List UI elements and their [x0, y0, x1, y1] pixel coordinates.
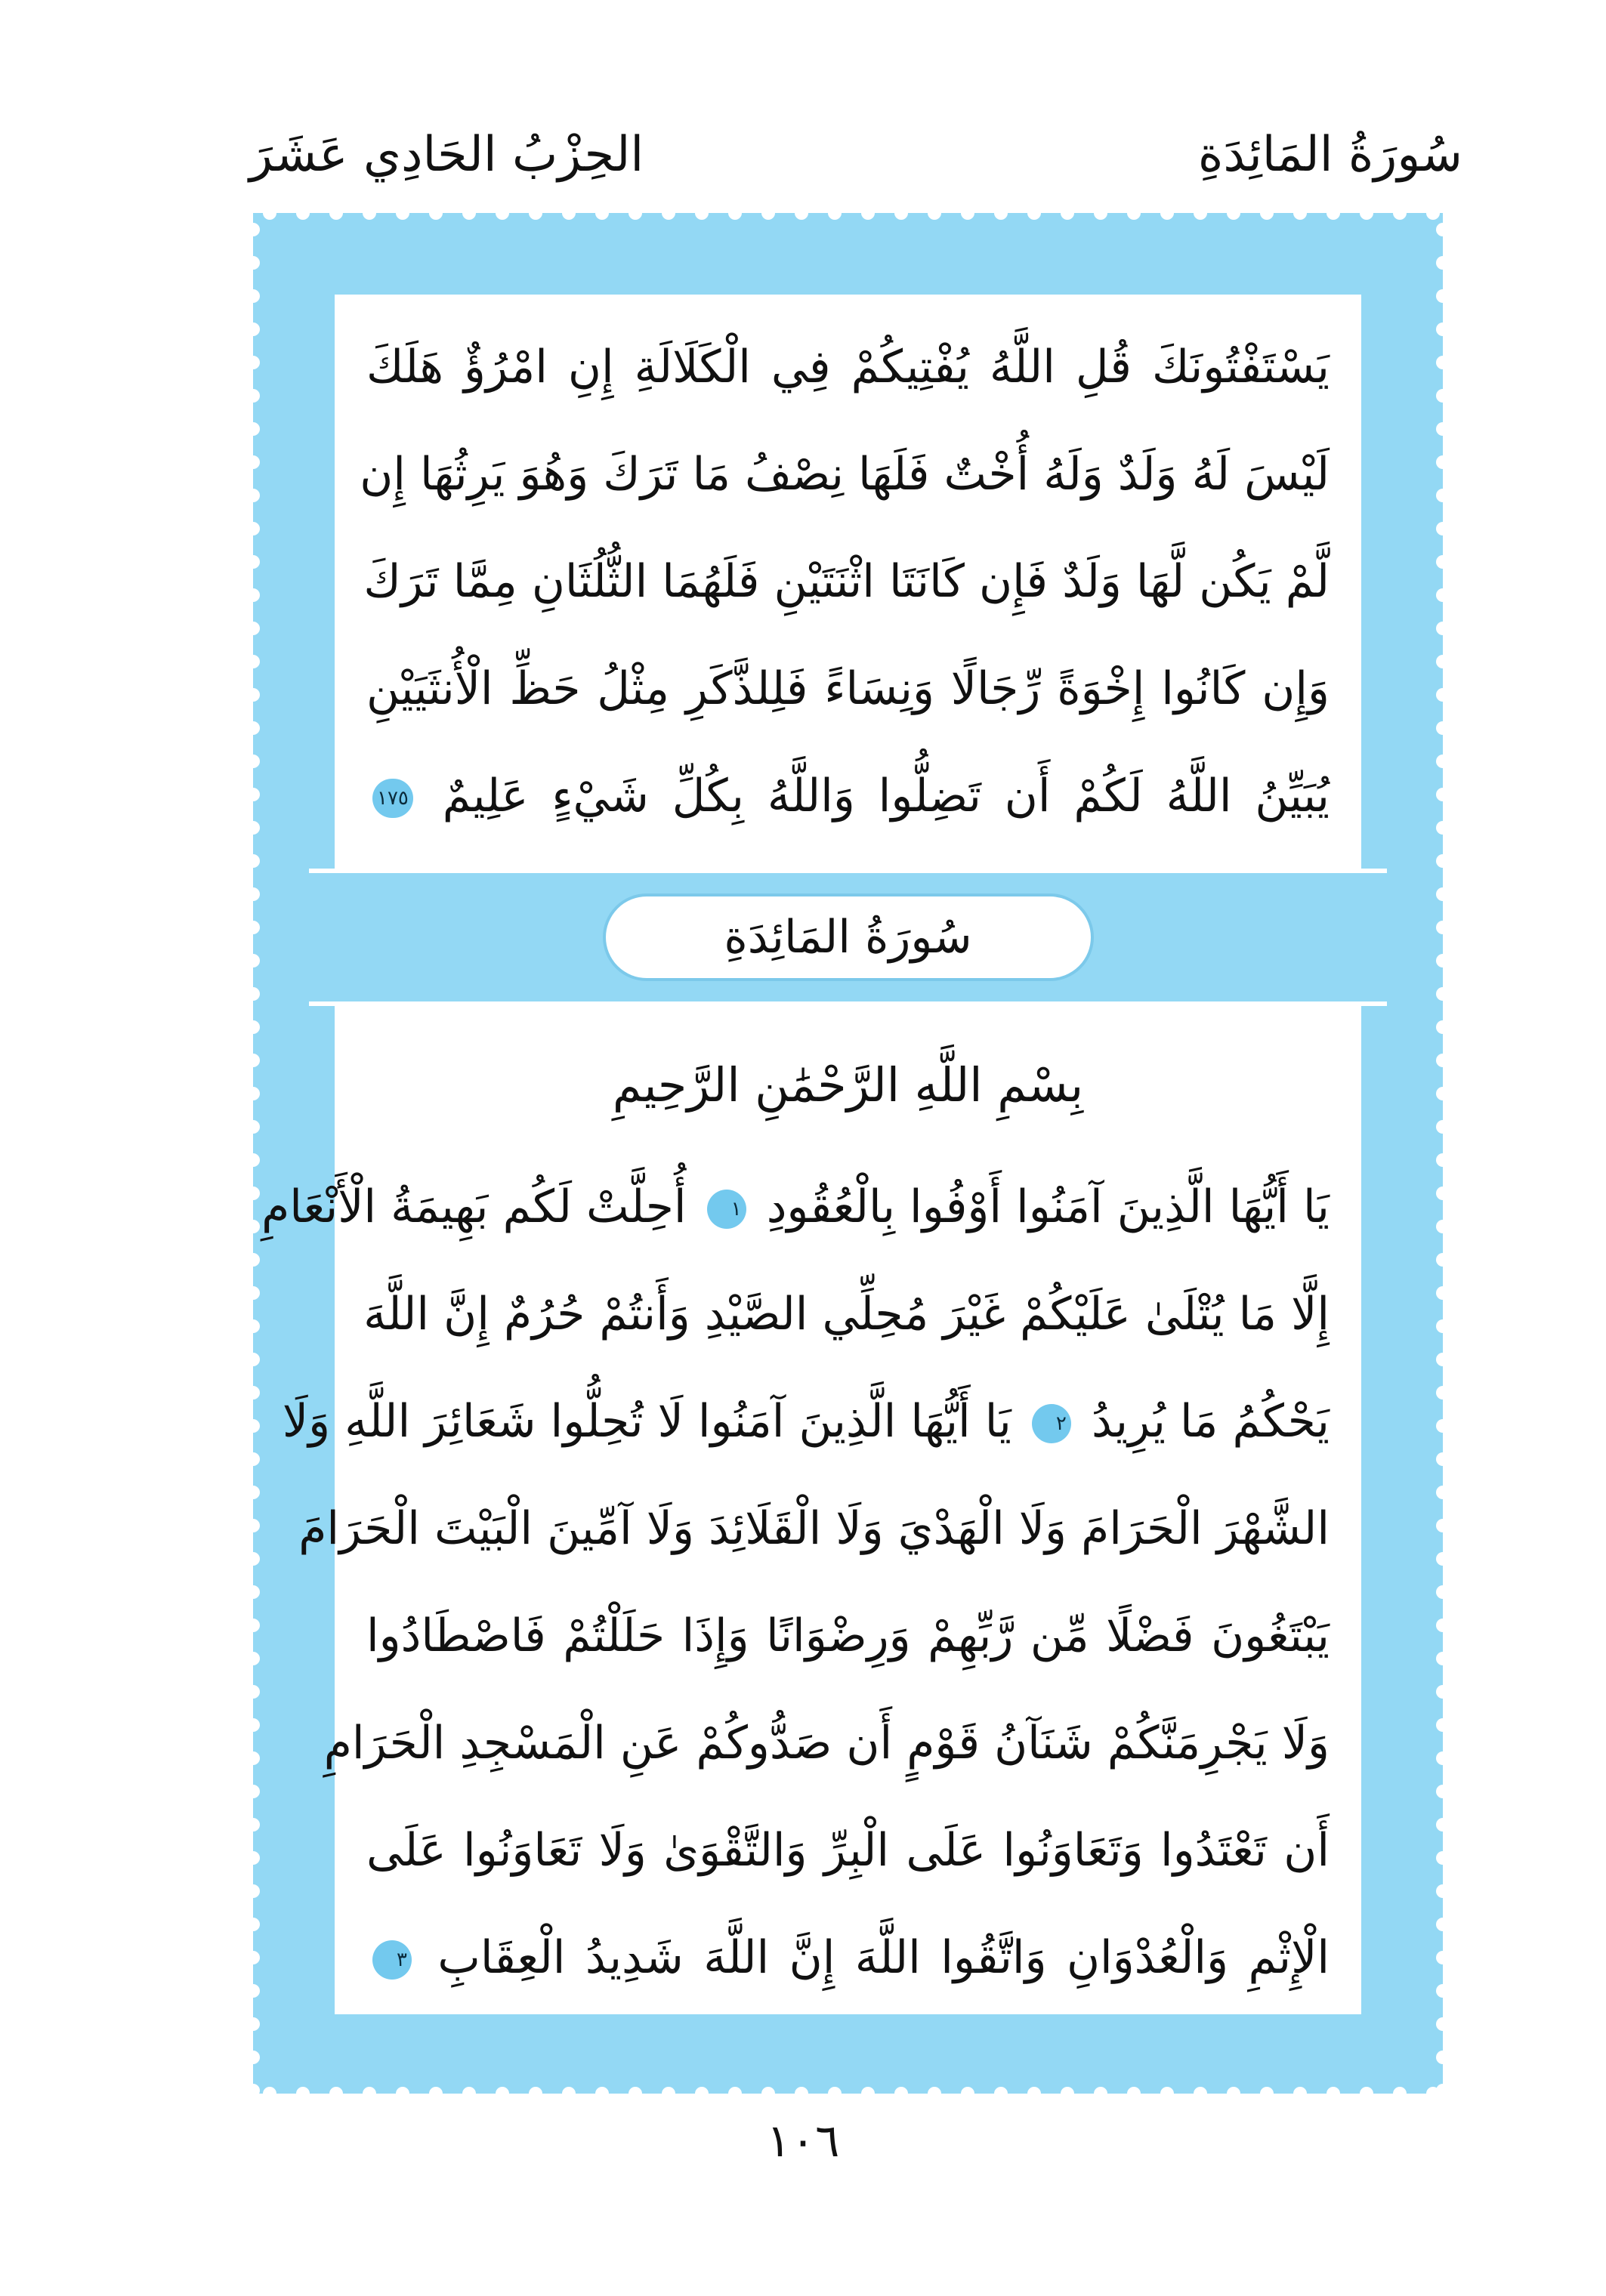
border-scallop	[1436, 1120, 1450, 1134]
border-scallop	[246, 1220, 260, 1233]
border-scallop	[246, 788, 260, 801]
basmala: بِسْمِ اللَّهِ الرَّحْمَٰنِ الرَّحِيمِ	[612, 1057, 1084, 1113]
border-scallop	[246, 322, 260, 336]
border-scallop	[1436, 1486, 1450, 1499]
border-scallop	[246, 755, 260, 768]
border-scallop	[246, 1319, 260, 1333]
border-scallop	[662, 2087, 675, 2100]
border-scallop	[246, 1685, 260, 1699]
border-scallop	[1436, 655, 1450, 668]
border-scallop	[562, 206, 576, 220]
border-scallop	[1426, 2087, 1440, 2100]
border-scallop	[462, 206, 476, 220]
border-scallop	[1260, 2087, 1274, 2100]
verse-line: وَلَا يَجْرِمَنَّكُمْ شَنَآنُ قَوْمٍ أَن صَدُّوكُمْ عَنِ الْمَسْجِدِ الْحَرَامِ	[323, 1717, 1330, 1770]
border-scallop	[828, 2087, 842, 2100]
border-scallop	[1326, 206, 1340, 220]
border-scallop	[928, 206, 941, 220]
verse-line: أَن تَعْتَدُوا وَتَعَاوَنُوا عَلَى الْبِرِّ وَالتَّقْوَىٰ وَلَا تَعَاوَنُوا عَلَى	[366, 1824, 1330, 1877]
border-scallop	[246, 489, 260, 502]
surah-name-header: سُورَةُ المَائِدَةِ	[1197, 127, 1462, 183]
border-scallop	[396, 2087, 409, 2100]
border-scallop	[828, 206, 842, 220]
border-scallop	[761, 2087, 775, 2100]
border-scallop	[861, 2087, 875, 2100]
border-scallop	[1436, 1353, 1450, 1366]
border-scallop	[961, 206, 974, 220]
border-scallop	[1436, 1918, 1450, 1931]
border-scallop	[1436, 356, 1450, 369]
border-scallop	[1436, 2051, 1450, 2064]
border-scallop	[246, 2017, 260, 2031]
border-scallop	[246, 1918, 260, 1931]
border-scallop	[246, 455, 260, 469]
border-scallop	[246, 289, 260, 303]
border-scallop	[429, 2087, 443, 2100]
page-frame	[253, 213, 1443, 2094]
border-scallop	[1436, 1818, 1450, 1832]
border-scallop	[1436, 1785, 1450, 1798]
border-scallop	[1436, 721, 1450, 735]
border-scallop	[1436, 1585, 1450, 1599]
verse-line: لَيْسَ لَهُ وَلَدٌ وَلَهُ أُخْتٌ فَلَهَا نِصْفُ مَا تَرَكَ وَهُوَ يَرِثُهَا إِن	[360, 448, 1330, 501]
border-scallop	[894, 2087, 908, 2100]
border-scallop	[1436, 1286, 1450, 1300]
border-scallop	[1436, 1619, 1450, 1632]
border-scallop	[595, 206, 609, 220]
border-scallop	[529, 2087, 542, 2100]
border-scallop	[246, 1286, 260, 1300]
border-scallop	[246, 1818, 260, 1832]
border-scallop	[246, 422, 260, 436]
border-scallop	[1436, 522, 1450, 535]
text-panel-bottom	[261, 1006, 1361, 2014]
border-scallop	[1436, 755, 1450, 768]
verse-number-marker: ٣	[372, 1940, 412, 1980]
border-scallop	[246, 1452, 260, 1466]
border-scallop	[795, 2087, 808, 2100]
border-scallop	[1293, 206, 1307, 220]
border-scallop	[1436, 1319, 1450, 1333]
border-scallop	[1436, 1087, 1450, 1100]
verse-line: الشَّهْرَ الْحَرَامَ وَلَا الْهَدْيَ وَلَا الْقَلَائِدَ وَلَا آمِّينَ الْبَيْتَ الْحَرَامَ	[298, 1502, 1330, 1555]
border-scallop	[1194, 2087, 1207, 2100]
border-scallop	[1436, 223, 1450, 236]
border-scallop	[246, 223, 260, 236]
border-scallop	[363, 2087, 376, 2100]
border-scallop	[861, 206, 875, 220]
border-scallop	[246, 2051, 260, 2064]
border-scallop	[1027, 2087, 1041, 2100]
border-scallop	[246, 389, 260, 403]
border-scallop	[1436, 588, 1450, 602]
border-scallop	[246, 1619, 260, 1632]
border-scallop	[296, 2087, 310, 2100]
border-scallop	[246, 1984, 260, 1998]
verse-line: يَبْتَغُونَ فَضْلًا مِّن رَّبِّهِمْ وَرِضْوَانًا وَإِذَا حَلَلْتُمْ فَاصْطَادُوا	[366, 1609, 1330, 1662]
border-scallop	[1436, 1884, 1450, 1898]
border-scallop	[246, 1054, 260, 1067]
border-scallop	[1436, 1187, 1450, 1200]
border-scallop	[246, 1386, 260, 1400]
border-scallop	[246, 1785, 260, 1798]
border-scallop	[1426, 206, 1440, 220]
border-scallop	[1436, 1751, 1450, 1765]
border-scallop	[246, 1552, 260, 1566]
text-panel-top	[335, 295, 1361, 869]
border-scallop	[728, 2087, 742, 2100]
border-scallop	[761, 206, 775, 220]
border-scallop	[296, 206, 310, 220]
border-scallop	[1436, 887, 1450, 901]
border-scallop	[1436, 1951, 1450, 1964]
border-scallop	[1436, 1054, 1450, 1067]
border-scallop	[462, 2087, 476, 2100]
border-scallop	[246, 256, 260, 270]
border-scallop	[1094, 206, 1107, 220]
border-scallop	[1360, 206, 1373, 220]
border-scallop	[1436, 1020, 1450, 1034]
verse-number-marker: ١	[707, 1190, 746, 1229]
border-scallop	[1436, 455, 1450, 469]
border-scallop	[246, 854, 260, 868]
verse-number-marker: ٢	[1032, 1404, 1071, 1443]
border-scallop	[246, 1253, 260, 1267]
border-scallop	[994, 2087, 1008, 2100]
border-scallop	[263, 206, 276, 220]
border-scallop	[246, 1519, 260, 1532]
border-scallop	[1436, 788, 1450, 801]
border-scallop	[1436, 1851, 1450, 1865]
border-scallop	[1227, 206, 1240, 220]
border-scallop	[1436, 1552, 1450, 1566]
border-scallop	[728, 206, 742, 220]
border-scallop	[1436, 987, 1450, 1001]
border-scallop	[496, 206, 509, 220]
border-scallop	[994, 206, 1008, 220]
border-scallop	[1061, 206, 1074, 220]
verse-line: وَإِن كَانُوا إِخْوَةً رِّجَالًا وَنِسَاءً فَلِلذَّكَرِ مِثْلُ حَظِّ الْأُنثَيَيْنِ	[366, 662, 1330, 715]
border-scallop	[246, 1718, 260, 1732]
verse-line: يَا أَيُّهَا الَّذِينَ آمَنُوا أَوْفُوا بِالْعُقُودِ ١ أُحِلَّتْ لَكُم بَهِيمَةُ الْأَنْعَامِ	[261, 1180, 1330, 1233]
border-scallop	[1227, 2087, 1240, 2100]
border-scallop	[1393, 206, 1407, 220]
border-scallop	[529, 206, 542, 220]
border-scallop	[1436, 389, 1450, 403]
border-scallop	[1436, 1652, 1450, 1665]
border-scallop	[246, 1187, 260, 1200]
border-scallop	[928, 2087, 941, 2100]
border-scallop	[246, 622, 260, 635]
border-scallop	[595, 2087, 609, 2100]
border-scallop	[329, 2087, 343, 2100]
border-scallop	[246, 1120, 260, 1134]
border-scallop	[246, 688, 260, 702]
verse-line: الْإِثْمِ وَالْعُدْوَانِ وَاتَّقُوا اللَّهَ إِنَّ اللَّهَ شَدِيدُ الْعِقَابِ ٣	[335, 1904, 1361, 2011]
border-scallop	[246, 555, 260, 569]
border-scallop	[1436, 289, 1450, 303]
border-scallop	[246, 721, 260, 735]
verse-line: إِلَّا مَا يُتْلَىٰ عَلَيْكُمْ غَيْرَ مُحِلِّي الصَّيْدِ وَأَنتُمْ حُرُمٌ إِنَّ اللَّهَ	[363, 1288, 1330, 1341]
border-scallop	[894, 206, 908, 220]
border-scallop	[1436, 555, 1450, 569]
border-scallop	[695, 2087, 709, 2100]
border-scallop	[246, 1486, 260, 1499]
border-scallop	[562, 2087, 576, 2100]
border-scallop	[246, 821, 260, 835]
border-scallop	[246, 887, 260, 901]
border-scallop	[246, 987, 260, 1001]
border-scallop	[1436, 1220, 1450, 1233]
verse-number-marker: ١٧٥	[372, 779, 413, 818]
border-scallop	[629, 2087, 642, 2100]
border-scallop	[246, 921, 260, 934]
border-scallop	[1436, 854, 1450, 868]
border-scallop	[1436, 821, 1450, 835]
border-scallop	[1127, 2087, 1141, 2100]
border-scallop	[246, 356, 260, 369]
border-scallop	[1436, 1253, 1450, 1267]
border-scallop	[246, 1353, 260, 1366]
border-scallop	[246, 1020, 260, 1034]
border-scallop	[246, 522, 260, 535]
border-scallop	[1436, 1718, 1450, 1732]
border-scallop	[1436, 1386, 1450, 1400]
border-scallop	[1160, 206, 1174, 220]
border-scallop	[1326, 2087, 1340, 2100]
border-scallop	[1436, 1984, 1450, 1998]
border-scallop	[246, 954, 260, 967]
border-scallop	[1260, 206, 1274, 220]
border-scallop	[246, 588, 260, 602]
border-scallop	[1436, 256, 1450, 270]
verse-line: يَحْكُمُ مَا يُرِيدُ ٢ يَا أَيُّهَا الَّذِينَ آمَنُوا لَا تُحِلُّوا شَعَائِرَ اللَّهِ وَلَا	[282, 1395, 1330, 1448]
border-scallop	[246, 1951, 260, 1964]
border-scallop	[1094, 2087, 1107, 2100]
border-scallop	[1436, 489, 1450, 502]
border-scallop	[1436, 1519, 1450, 1532]
border-scallop	[329, 206, 343, 220]
border-scallop	[1194, 206, 1207, 220]
border-scallop	[429, 206, 443, 220]
border-scallop	[1436, 1452, 1450, 1466]
border-scallop	[1393, 2087, 1407, 2100]
border-scallop	[246, 1652, 260, 1665]
border-scallop	[1436, 422, 1450, 436]
border-scallop	[1436, 2017, 1450, 2031]
border-scallop	[1436, 1153, 1450, 1167]
border-scallop	[1436, 322, 1450, 336]
surah-title-band	[309, 869, 1387, 1006]
border-scallop	[246, 1884, 260, 1898]
border-scallop	[1360, 2087, 1373, 2100]
page-number: ١٠٦	[766, 2115, 840, 2168]
border-scallop	[396, 206, 409, 220]
border-scallop	[629, 206, 642, 220]
hizb-label: الحِزْبُ الحَادِي عَشَرَ	[249, 127, 644, 183]
border-scallop	[246, 1851, 260, 1865]
border-scallop	[246, 655, 260, 668]
border-scallop	[1160, 2087, 1174, 2100]
border-scallop	[1436, 2084, 1450, 2097]
border-scallop	[1027, 206, 1041, 220]
border-scallop	[1061, 2087, 1074, 2100]
border-scallop	[1127, 206, 1141, 220]
border-scallop	[263, 2087, 276, 2100]
border-scallop	[246, 1087, 260, 1100]
border-scallop	[1436, 622, 1450, 635]
border-scallop	[363, 206, 376, 220]
verse-line: يُبَيِّنُ اللَّهُ لَكُمْ أَن تَضِلُّوا وَاللَّهُ بِكُلِّ شَيْءٍ عَلِيمٌ ١٧٥	[335, 742, 1361, 850]
border-scallop	[1436, 688, 1450, 702]
verse-line: يَسْتَفْتُونَكَ قُلِ اللَّهُ يُفْتِيكُمْ فِي الْكَلَالَةِ إِنِ امْرُؤٌ هَلَكَ	[366, 341, 1330, 393]
verse-line: لَّمْ يَكُن لَّهَا وَلَدٌ فَإِن كَانَتَا اثْنَتَيْنِ فَلَهُمَا الثُّلُثَانِ مِمَّا تَرَكَ	[363, 555, 1330, 608]
border-scallop	[496, 2087, 509, 2100]
border-scallop	[1436, 921, 1450, 934]
page-header	[249, 113, 1462, 204]
border-scallop	[246, 1153, 260, 1167]
border-scallop	[1436, 1685, 1450, 1699]
border-scallop	[246, 2084, 260, 2097]
surah-title: سُورَةُ المَائِدَةِ	[603, 893, 1094, 981]
border-scallop	[695, 206, 709, 220]
border-scallop	[1436, 1419, 1450, 1433]
border-scallop	[662, 206, 675, 220]
border-scallop	[961, 2087, 974, 2100]
border-scallop	[795, 206, 808, 220]
border-scallop	[246, 1585, 260, 1599]
border-scallop	[1293, 2087, 1307, 2100]
border-scallop	[1436, 954, 1450, 967]
border-scallop	[246, 1751, 260, 1765]
border-scallop	[246, 1419, 260, 1433]
